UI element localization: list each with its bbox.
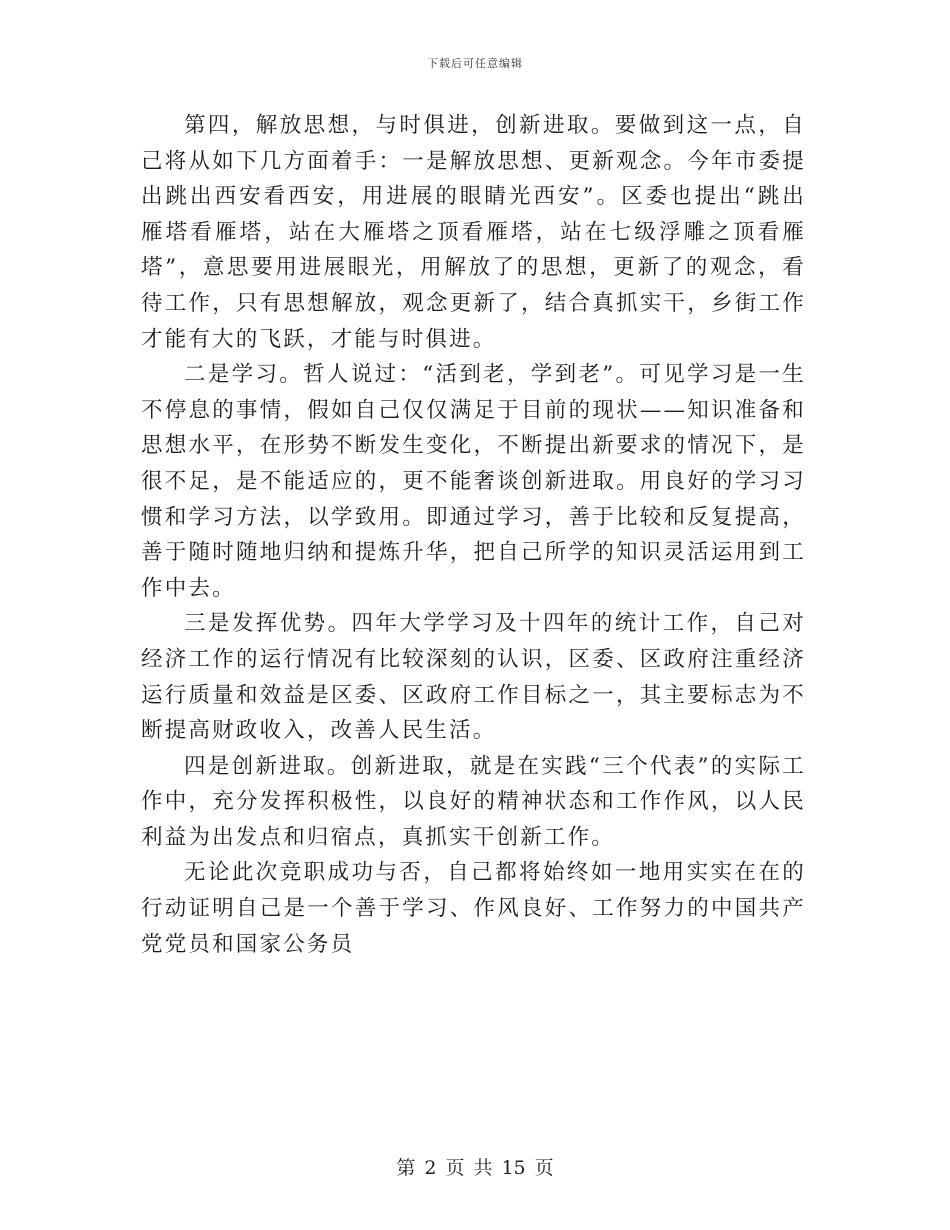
document-body [141, 108, 806, 962]
page-label-prefix: 第 [396, 1157, 416, 1179]
page-number: 2 [424, 1157, 437, 1179]
paragraph-4: 四是创新进取。创新进取，就是在实践“三个代表”的实际工作中，充分发挥积极性，以良好的精神状态和工作作风，以人民利益为出发点和归宿点，真抓实干创新工作。 [141, 753, 806, 850]
page-label-suffix: 页 [534, 1157, 554, 1179]
page-label-mid: 页 [445, 1157, 465, 1179]
paragraph-3: 三是发挥优势。四年大学学习及十四年的统计工作，自己对经济工作的运行情况有比较深刻的认识，区委、区政府注重经济运行质量和效益是区委、区政府工作目标之一，其主要标志为不断提高财政收入，改善人民生活。 [141, 611, 806, 744]
page-footer [0, 1153, 950, 1180]
total-pages: 15 [501, 1157, 526, 1179]
total-label: 共 [473, 1157, 493, 1179]
page-header: 下载后可任意编辑 [427, 57, 523, 70]
paragraph-5: 无论此次竞职成功与否，自己都将始终如一地用实实在在的行动证明自己是一个善于学习、作风良好、工作努力的中国共产党党员和国家公务员 [141, 860, 806, 957]
paragraph-2: 二是学习。哲人说过：“活到老，学到老”。可见学习是一生不停息的事情，假如自己仅仅满足于目前的现状——知识准备和思想水平，在形势不断发生变化，不断提出新要求的情况下，是很不足，是不能适应的，更不能奢谈创新进取。用良好的学习习惯和学习方法，以学致用。即通过学习，善于比较和反复提高，善于随时随地归纳和提炼升华，把自己所学的知识灵活运用到工作中去。 [141, 362, 806, 601]
paragraph-1: 第四，解放思想，与时俱进，创新进取。要做到这一点，自己将从如下几方面着手：一是解放思想、更新观念。今年市委提出跳出西安看西安，用进展的眼睛光西安”。区委也提出“跳出雁塔看雁塔，站在大雁塔之顶看雁塔，站在七级浮雕之顶看雁塔”，意思要用进展眼光，用解放了的思想，更新了的观念，看待工作，只有思想解放，观念更新了，结合真抓实干，乡街工作才能有大的飞跃，才能与时俱进。 [141, 113, 806, 352]
